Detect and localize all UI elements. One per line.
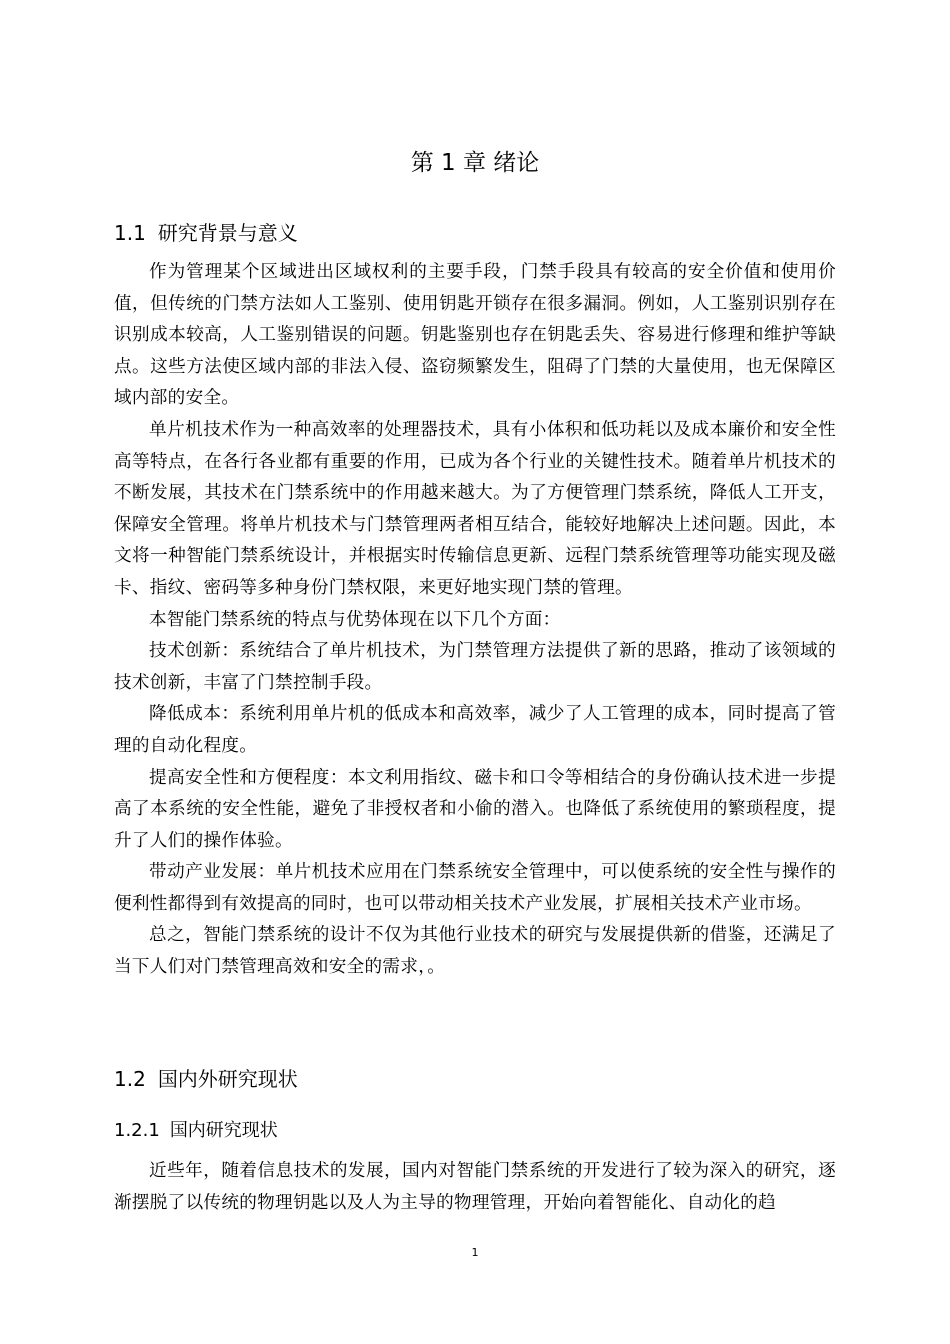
section-heading-1-2 <box>114 1064 298 1094</box>
section-1-2-1-body <box>114 1156 836 1219</box>
paragraph: 降低成本：系统利用单片机的低成本和高效率，减少了人工管理的成本，同时提高了管理的自动化程度。 <box>114 704 836 756</box>
paragraph: 本智能门禁系统的特点与优势体现在以下几个方面： <box>149 609 561 630</box>
section-1-1-body <box>114 257 836 984</box>
paragraph: 近些年，随着信息技术的发展，国内对智能门禁系统的开发进行了较为深入的研究，逐渐摆脱了以传统的物理钥匙以及人为主导的物理管理，开始向着智能化、自动化的趋 <box>114 1161 836 1213</box>
paragraph: 作为管理某个区域进出区域权利的主要手段，门禁手段具有较高的安全价值和使用价值，但传统的门禁方法如人工鉴别、使用钥匙开锁存在很多漏洞。例如，人工鉴别识别存在识别成本较高，人工鉴别错误的问题。钥匙鉴别也存在钥匙丢失、容易进行修理和维护等缺点。这些方法使区域内部的非法入侵、盗窃频繁发生，阻碍了门禁的大量使用，也无保障区域内部的安全。 <box>114 262 836 409</box>
chapter-title: 第 1 章 绪论 <box>410 150 540 176</box>
paragraph: 单片机技术作为一种高效率的处理器技术，具有小体积和低功耗以及成本廉价和安全性高等特点，在各行各业都有重要的作用，已成为各个行业的关键性技术。随着单片机技术的不断发展，其技术在门禁系统中的作用越来越大。为了方便管理门禁系统，降低人工开支，保障安全管理。将单片机技术与门禁管理两者相互结合，能较好地解决上述问题。因此，本文将一种智能门禁系统设计，并根据实时传输信息更新、远程门禁系统管理等功能实现及磁卡、指纹、密码等多种身份门禁权限，来更好地实现门禁的管理。 <box>114 419 836 598</box>
section-title: 研究背景与意义 <box>157 221 298 245</box>
section-title: 国内研究现状 <box>169 1120 278 1141</box>
section-number: 1.2 <box>114 1067 146 1091</box>
paragraph: 技术创新：系统结合了单片机技术，为门禁管理方法提供了新的思路，推动了该领域的技术创新，丰富了门禁控制手段。 <box>114 641 836 693</box>
section-number: 1.2.1 <box>114 1120 160 1141</box>
paragraph: 总之，智能门禁系统的设计不仅为其他行业技术的研究与发展提供新的借鉴，还满足了当下人们对门禁管理高效和安全的需求，。 <box>114 925 836 978</box>
section-heading-1-2-1 <box>114 1117 278 1145</box>
section-title: 国内外研究现状 <box>157 1067 298 1091</box>
section-number: 1.1 <box>114 221 146 245</box>
section-heading-1-1 <box>114 218 298 248</box>
paragraph: 提高安全性和方便程度：本文利用指纹、磁卡和口令等相结合的身份确认技术进一步提高了本系统的安全性能，避免了非授权者和小偷的潜入。也降低了系统使用的繁琐程度，提升了人们的操作体验。 <box>114 767 836 851</box>
paragraph: 带动产业发展：单片机技术应用在门禁系统安全管理中，可以使系统的安全性与操作的便利性都得到有效提高的同时，也可以带动相关技术产业发展，扩展相关技术产业市场。 <box>114 862 836 914</box>
page-number: 1 <box>471 1246 479 1259</box>
